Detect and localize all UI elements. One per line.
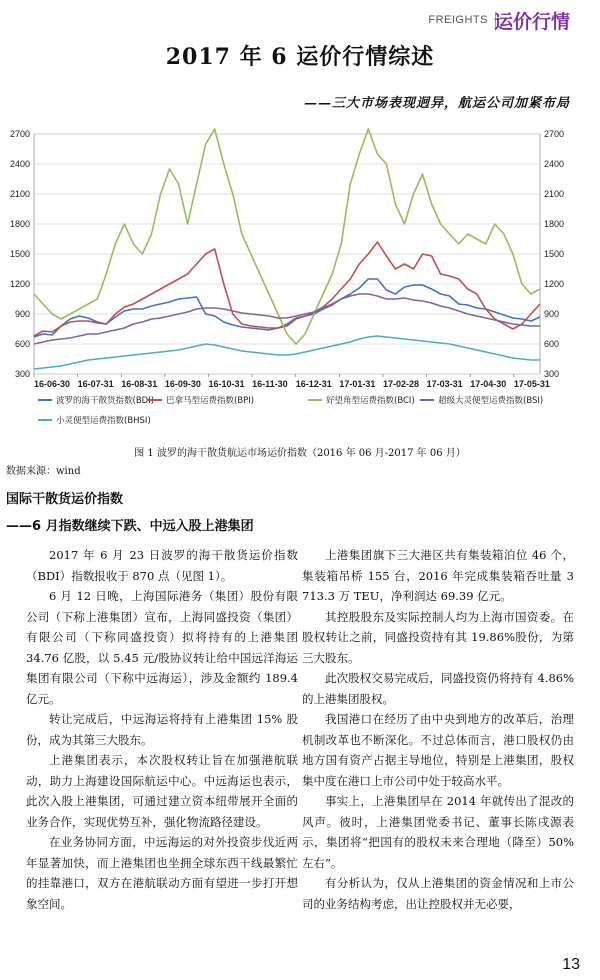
x-tick-label: 17-03-31 <box>426 379 463 389</box>
freight-index-chart <box>0 124 600 442</box>
paragraph: 6 月 12 日晚，上海国际港务（集团）股份有限公司（下称上港集团）宣布，上海同盛投资（集团）有限公司（下称同盛投资）拟将持有的上港集团 34.76 亿股，以 5.45 元/股协议转让给中国远洋海运集团有限公司（下称中远海运），涉及金额约 189.4 亿元。 <box>26 589 298 706</box>
paragraph: 事实上，上港集团早在 2014 年就传出了混改的风声。彼时，上港集团党委书记、董事长陈戌源表示，集团将“把国有的股权未来合理地（降至）50%左右”。 <box>302 794 574 870</box>
y-tick-label-left: 2100 <box>9 189 30 199</box>
paragraph: 上港集团表示，本次股权转让旨在加强港航联动，助力上海建设国际航运中心。中远海运也表示，此次入股上港集团，可通过建立资本纽带展开全面的业务合作，实现优势互补，强化物流路径建设。 <box>26 753 298 829</box>
section-label-en: FREIGHTS <box>428 14 488 26</box>
legend-label: 波罗的海干散货指数(BDI) <box>56 396 155 406</box>
x-tick-label: 16-12-31 <box>295 379 332 389</box>
x-tick-label: 16-11-30 <box>252 379 288 389</box>
x-tick-label: 16-07-31 <box>77 379 114 389</box>
article-subtitle: ——三大市场表现迥异，航运公司加紧布局 <box>303 96 570 111</box>
paragraph: 转让完成后，中远海运将持有上港集团 15% 股份，成为其第三大股东。 <box>26 712 298 747</box>
y-tick-label-right: 600 <box>544 339 560 349</box>
x-tick-label: 17-01-31 <box>339 379 376 389</box>
x-tick-label: 16-09-30 <box>164 379 201 389</box>
paragraph: 有分析认为，仅从上港集团的资金情况和上市公司的业务结构考虑，出让控股权并无必要， <box>302 876 574 911</box>
x-tick-label: 16-06-30 <box>34 379 71 389</box>
x-tick-label: 17-02-28 <box>382 379 419 389</box>
y-tick-label-right: 2400 <box>544 159 565 169</box>
right-column <box>302 545 574 914</box>
y-tick-label-left: 2400 <box>9 159 30 169</box>
y-tick-label-left: 2700 <box>9 129 30 139</box>
x-tick-label: 17-05-31 <box>513 379 550 389</box>
paragraph: 上港集团旗下三大港区共有集装箱泊位 46 个，集装箱吊桥 155 台，2016 年完成集装箱吞吐量 3 713.3 万 TEU，净利润达 69.39 亿元。 <box>302 548 574 603</box>
paragraph: 此次股权交易完成后，同盛投资仍将持有 4.86%的上港集团股权。 <box>302 671 574 706</box>
x-tick-label: 16-08-31 <box>121 379 158 389</box>
section-title: 国际干散货运价指数 <box>6 492 124 507</box>
paragraph: 2017 年 6 月 23 日波罗的海干散货运价指数（BDI）指数报收于 870 点（见图 1）。 <box>26 548 298 583</box>
paragraph: 其控股股东及实际控制人均为上海市国资委。在股权转让之前，同盛投资持有其 19.86%股份，为第三大股东。 <box>302 609 574 665</box>
chart-caption: 图 1 波罗的海干散货航运市场运价指数（2016 年 06 月-2017 年 06 月） <box>134 448 466 459</box>
legend-label: 好望角型运费指数(BCI) <box>326 396 415 406</box>
y-tick-label-right: 1800 <box>544 219 565 229</box>
section-label-cn: 运价行情 <box>493 11 570 33</box>
y-tick-label-right: 900 <box>544 309 560 319</box>
legend-label: 超级大灵便型运费指数(BSI) <box>438 396 544 406</box>
y-tick-label-right: 1500 <box>544 249 565 259</box>
y-tick-label-left: 1500 <box>9 249 30 259</box>
y-tick-label-left: 900 <box>14 309 30 319</box>
legend-label: 小灵便型运费指数(BHSI) <box>56 416 151 426</box>
y-tick-label-right: 1200 <box>544 279 565 289</box>
y-tick-label-left: 1200 <box>9 279 30 289</box>
series-line <box>34 279 540 337</box>
series-line <box>34 336 540 369</box>
section-subtitle: ——6 月指数继续下跌、中远入股上港集团 <box>6 519 254 534</box>
data-source: 数据来源：wind <box>6 466 81 477</box>
legend-label: 巴拿马型运费指数(BPI) <box>166 396 255 406</box>
page-number: 13 <box>562 956 580 973</box>
y-tick-label-right: 2700 <box>544 129 565 139</box>
series-line <box>34 129 540 344</box>
y-tick-label-left: 600 <box>14 339 30 349</box>
page-header <box>0 6 600 34</box>
y-tick-label-right: 300 <box>544 369 560 379</box>
y-tick-label-left: 1800 <box>9 219 30 229</box>
x-tick-label: 16-10-31 <box>208 379 245 389</box>
left-column <box>26 545 298 914</box>
paragraph: 我国港口在经历了由中央到地方的改革后，治理机制改革也不断深化。不过总体而言，港口股权仍由地方国有资产占据主导地位，特别是上港集团，股权集中度在港口上市公司中处于较高水平。 <box>302 712 574 788</box>
y-tick-label-right: 2100 <box>544 189 565 199</box>
article-title: 2017 年 6 运价行情综述 <box>165 44 435 70</box>
x-tick-label: 17-04-30 <box>470 379 507 389</box>
paragraph: 在业务协同方面，中远海运的对外投资步伐近两年显著加快，而上港集团也坐拥全球东西干线最繁忙的挂靠港口，双方在港航联动方面有望进一步打开想象空间。 <box>26 835 298 911</box>
y-tick-label-left: 300 <box>14 369 30 379</box>
